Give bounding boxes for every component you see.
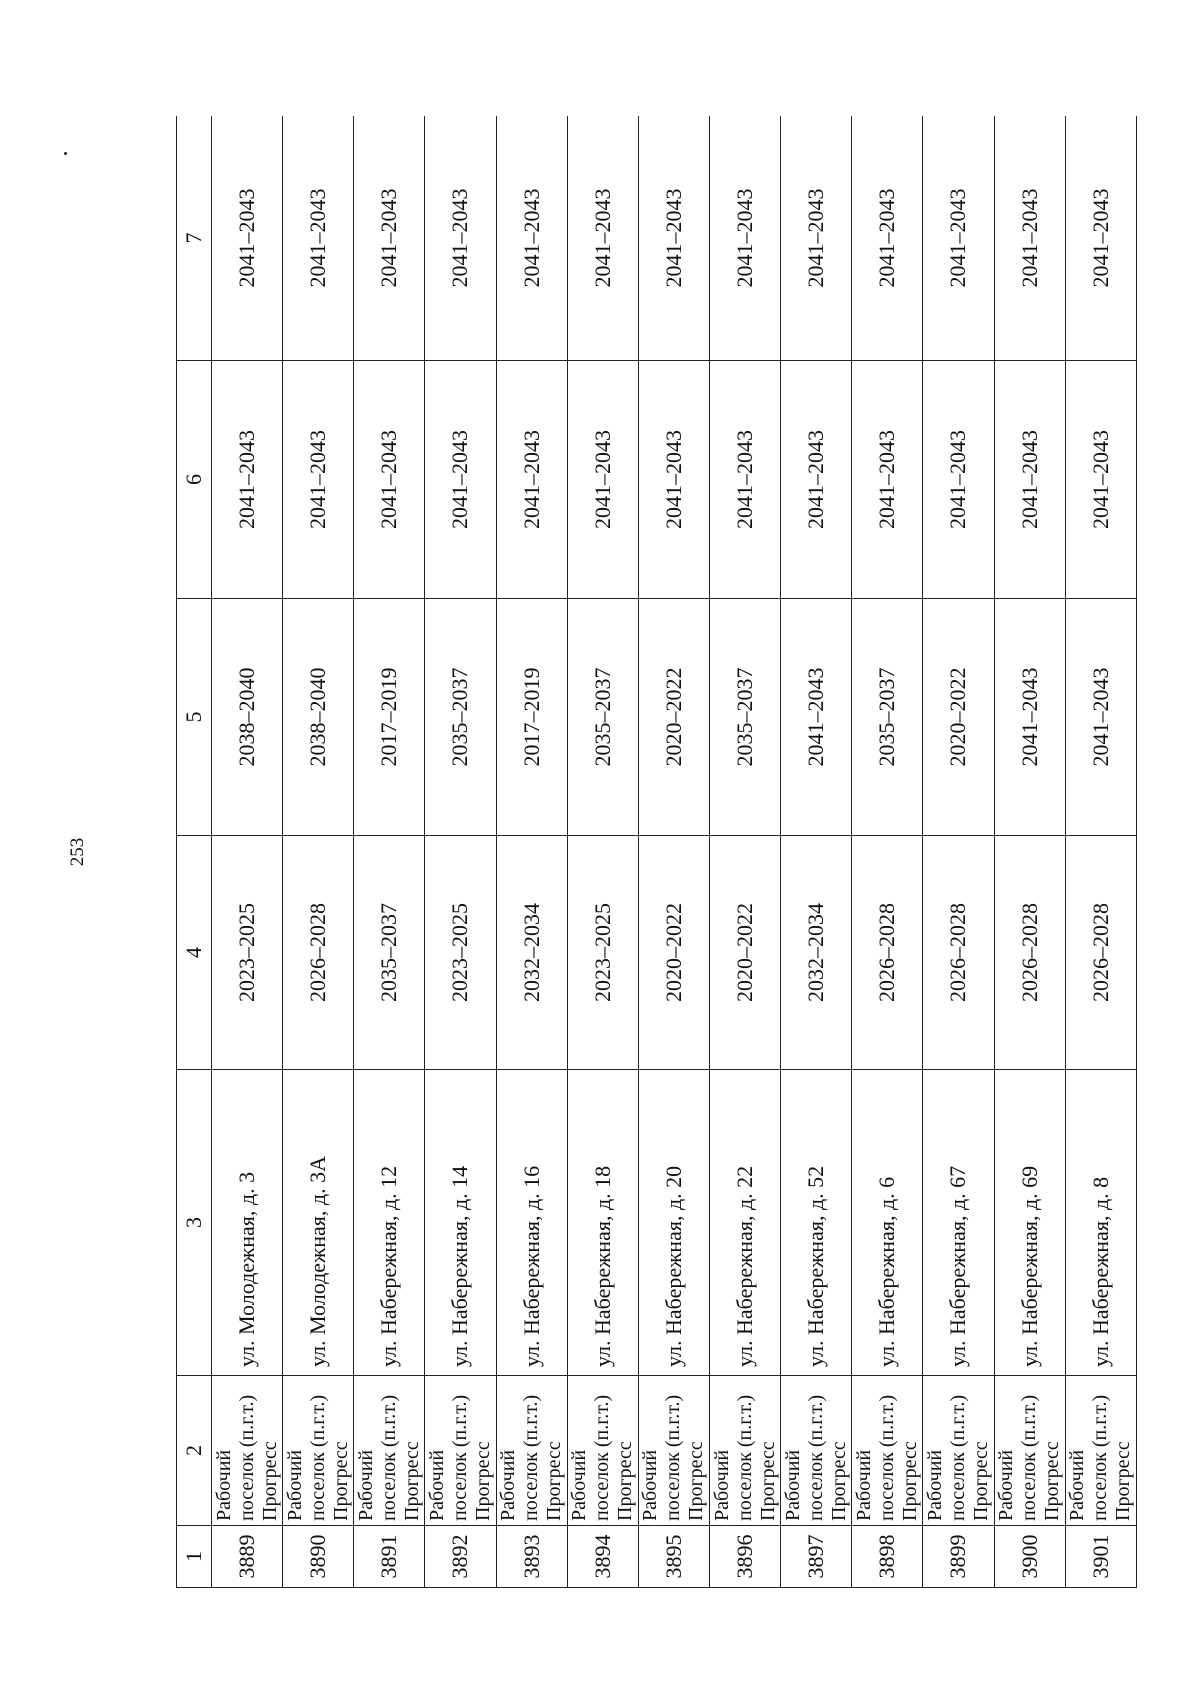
address-cell: ул. Молодежная, д. 3А [283, 1070, 354, 1376]
table-row [283, 116, 354, 1588]
period-cell-5: 2041–2043 [994, 599, 1065, 836]
period-cell-4: 2023–2025 [425, 836, 496, 1070]
address-cell: ул. Набережная, д. 20 [638, 1070, 709, 1376]
period-cell-4: 2026–2028 [283, 836, 354, 1070]
period-cell-5: 2038–2040 [283, 599, 354, 836]
address-cell: ул. Набережная, д. 14 [425, 1070, 496, 1376]
period-cell-6: 2041–2043 [781, 361, 852, 599]
period-cell-5: 2035–2037 [852, 599, 923, 836]
record-number-cell: 3899 [923, 1526, 994, 1588]
address-cell: ул. Набережная, д. 16 [496, 1070, 567, 1376]
table-row [923, 116, 994, 1588]
settlement-cell: Рабочий поселок (п.г.т.) Прогресс [354, 1376, 425, 1526]
settlement-cell: Рабочий поселок (п.г.т.) Прогресс [923, 1376, 994, 1526]
period-cell-4: 2020–2022 [709, 836, 780, 1070]
record-number-cell: 3890 [283, 1526, 354, 1588]
period-cell-6: 2041–2043 [852, 361, 923, 599]
period-cell-6: 2041–2043 [1065, 361, 1136, 599]
table-row [212, 116, 283, 1588]
period-cell-7: 2041–2043 [567, 116, 638, 361]
settlement-cell: Рабочий поселок (п.г.т.) Прогресс [852, 1376, 923, 1526]
scan-speck [64, 152, 67, 155]
settlement-cell: Рабочий поселок (п.г.т.) Прогресс [1065, 1376, 1136, 1526]
column-header-3: 3 [177, 1070, 212, 1376]
period-cell-7: 2041–2043 [283, 116, 354, 361]
period-cell-5: 2041–2043 [1065, 599, 1136, 836]
table-row [425, 116, 496, 1588]
period-cell-7: 2041–2043 [638, 116, 709, 361]
period-cell-7: 2041–2043 [852, 116, 923, 361]
settlement-cell: Рабочий поселок (п.г.т.) Прогресс [781, 1376, 852, 1526]
period-cell-5: 2020–2022 [923, 599, 994, 836]
period-cell-7: 2041–2043 [994, 116, 1065, 361]
record-number-cell: 3896 [709, 1526, 780, 1588]
period-cell-6: 2041–2043 [354, 361, 425, 599]
address-cell: ул. Набережная, д. 52 [781, 1070, 852, 1376]
record-number-cell: 3895 [638, 1526, 709, 1588]
column-header-1: 1 [177, 1526, 212, 1588]
period-cell-4: 2026–2028 [852, 836, 923, 1070]
period-cell-6: 2041–2043 [496, 361, 567, 599]
settlement-cell: Рабочий поселок (п.г.т.) Прогресс [283, 1376, 354, 1526]
record-number-cell: 3893 [496, 1526, 567, 1588]
record-number-cell: 3900 [994, 1526, 1065, 1588]
address-cell: ул. Молодежная, д. 3 [212, 1070, 283, 1376]
period-cell-4: 2032–2034 [781, 836, 852, 1070]
table-wrapper [176, 116, 1137, 1588]
settlement-cell: Рабочий поселок (п.г.т.) Прогресс [994, 1376, 1065, 1526]
settlement-cell: Рабочий поселок (п.г.т.) Прогресс [496, 1376, 567, 1526]
record-number-cell: 3892 [425, 1526, 496, 1588]
address-cell: ул. Набережная, д. 69 [994, 1070, 1065, 1376]
period-cell-7: 2041–2043 [709, 116, 780, 361]
column-header-2: 2 [177, 1376, 212, 1526]
table-body [212, 116, 1137, 1588]
period-cell-4: 2032–2034 [496, 836, 567, 1070]
column-header-6: 6 [177, 361, 212, 599]
record-number-cell: 3894 [567, 1526, 638, 1588]
settlement-cell: Рабочий поселок (п.г.т.) Прогресс [709, 1376, 780, 1526]
column-header-5: 5 [177, 599, 212, 836]
record-number-cell: 3889 [212, 1526, 283, 1588]
period-cell-7: 2041–2043 [496, 116, 567, 361]
settlement-cell: Рабочий поселок (п.г.т.) Прогресс [567, 1376, 638, 1526]
period-cell-7: 2041–2043 [212, 116, 283, 361]
table-row [852, 116, 923, 1588]
record-number-cell: 3898 [852, 1526, 923, 1588]
period-cell-6: 2041–2043 [425, 361, 496, 599]
table-row [994, 116, 1065, 1588]
period-cell-6: 2041–2043 [283, 361, 354, 599]
period-cell-7: 2041–2043 [1065, 116, 1136, 361]
period-cell-4: 2026–2028 [923, 836, 994, 1070]
settlement-cell: Рабочий поселок (п.г.т.) Прогресс [212, 1376, 283, 1526]
period-cell-4: 2026–2028 [994, 836, 1065, 1070]
period-cell-6: 2041–2043 [212, 361, 283, 599]
address-cell: ул. Набережная, д. 8 [1065, 1070, 1136, 1376]
table-row [638, 116, 709, 1588]
record-number-cell: 3891 [354, 1526, 425, 1588]
period-cell-4: 2026–2028 [1065, 836, 1136, 1070]
period-cell-7: 2041–2043 [781, 116, 852, 361]
address-cell: ул. Набережная, д. 6 [852, 1070, 923, 1376]
column-header-7: 7 [177, 116, 212, 361]
period-cell-6: 2041–2043 [567, 361, 638, 599]
table-row [1065, 116, 1136, 1588]
period-cell-5: 2020–2022 [638, 599, 709, 836]
table-row [567, 116, 638, 1588]
period-cell-6: 2041–2043 [923, 361, 994, 599]
schedule-table [176, 116, 1137, 1588]
period-cell-5: 2017–2019 [496, 599, 567, 836]
period-cell-5: 2038–2040 [212, 599, 283, 836]
table-row [496, 116, 567, 1588]
period-cell-6: 2041–2043 [994, 361, 1065, 599]
period-cell-4: 2020–2022 [638, 836, 709, 1070]
rotated-table-container [176, 116, 1137, 1588]
settlement-cell: Рабочий поселок (п.г.т.) Прогресс [638, 1376, 709, 1526]
period-cell-5: 2035–2037 [709, 599, 780, 836]
period-cell-7: 2041–2043 [923, 116, 994, 361]
period-cell-4: 2035–2037 [354, 836, 425, 1070]
table-row [781, 116, 852, 1588]
period-cell-4: 2023–2025 [212, 836, 283, 1070]
period-cell-5: 2017–2019 [354, 599, 425, 836]
period-cell-4: 2023–2025 [567, 836, 638, 1070]
period-cell-7: 2041–2043 [425, 116, 496, 361]
address-cell: ул. Набережная, д. 67 [923, 1070, 994, 1376]
address-cell: ул. Набережная, д. 22 [709, 1070, 780, 1376]
table-row [354, 116, 425, 1588]
page-number: 253 [67, 837, 88, 867]
record-number-cell: 3901 [1065, 1526, 1136, 1588]
period-cell-6: 2041–2043 [709, 361, 780, 599]
period-cell-5: 2035–2037 [567, 599, 638, 836]
period-cell-5: 2041–2043 [781, 599, 852, 836]
period-cell-5: 2035–2037 [425, 599, 496, 836]
record-number-cell: 3897 [781, 1526, 852, 1588]
header-row [177, 116, 212, 1588]
period-cell-6: 2041–2043 [638, 361, 709, 599]
settlement-cell: Рабочий поселок (п.г.т.) Прогресс [425, 1376, 496, 1526]
address-cell: ул. Набережная, д. 18 [567, 1070, 638, 1376]
address-cell: ул. Набережная, д. 12 [354, 1070, 425, 1376]
column-header-4: 4 [177, 836, 212, 1070]
period-cell-7: 2041–2043 [354, 116, 425, 361]
table-row [709, 116, 780, 1588]
